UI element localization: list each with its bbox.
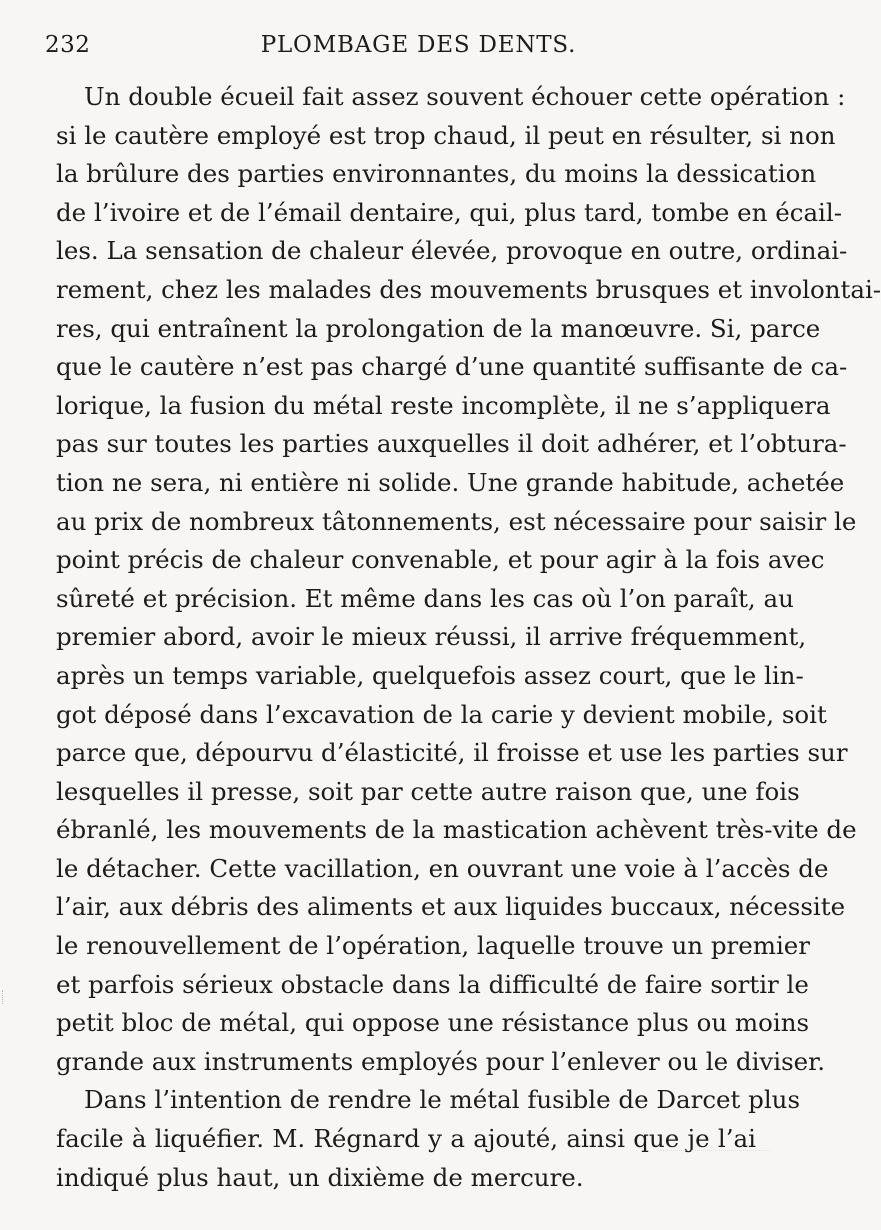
text-line: grande aux instruments employés pour l’enlever ou le diviser. <box>56 1046 825 1076</box>
text-line: res, qui entraînent la prolongation de la manœuvre. Si, parce <box>56 313 821 343</box>
text-line: si le cautère employé est trop chaud, il peut en résulter, si non <box>56 120 836 150</box>
text-line: la brûlure des parties environnantes, du moins la dessication <box>56 159 817 189</box>
text-line: au prix de nombreux tâtonnements, est nécessaire pour saisir le <box>56 506 857 536</box>
text-line: les. La sensation de chaleur élevée, provoque en outre, ordinai- <box>56 236 848 266</box>
text-line: Un double écueil fait assez souvent échouer cette opération : <box>84 82 846 111</box>
text-line: l’air, aux débris des aliments et aux liquides buccaux, nécessite <box>56 892 846 922</box>
page-number: 232 <box>45 32 91 58</box>
running-head <box>45 32 752 68</box>
text-line: le détacher. Cette vacillation, en ouvrant une voie à l’accès de <box>56 853 829 883</box>
text-line: Dans l’intention de rendre le métal fusible de Darcet plus <box>84 1085 801 1115</box>
text-line: premier abord, avoir le mieux réussi, il arrive fréquemment, <box>56 622 807 652</box>
body-text <box>56 78 881 1197</box>
text-line: petit bloc de métal, qui oppose une résistance plus ou moins <box>56 1008 810 1038</box>
text-line: le renouvellement de l’opération, laquelle trouve un premier <box>56 931 811 961</box>
text-line: parce que, dépourvu d’élasticité, il froisse et use les parties sur <box>56 738 848 768</box>
text-line: sûreté et précision. Et même dans les cas où l’on paraît, au <box>56 583 794 613</box>
text-line: facile à liquéfier. M. Régnard y a ajouté, ainsi que je l’ai <box>56 1124 756 1154</box>
gutter-mark <box>2 990 9 1004</box>
text-line: rement, chez les malades des mouvements brusques et involontai- <box>56 274 881 304</box>
text-line: et parfois sérieux obstacle dans la difficulté de faire sortir le <box>56 969 809 999</box>
text-line: pas sur toutes les parties auxquelles il doit adhérer, et l’obtura- <box>56 429 847 459</box>
text-line: got déposé dans l’excavation de la carie y devient mobile, soit <box>56 699 827 729</box>
text-line: de l’ivoire et de l’émail dentaire, qui, plus tard, tombe en écail- <box>56 197 843 227</box>
text-line: que le cautère n’est pas chargé d’une quantité suffisante de ca- <box>56 352 848 382</box>
text-line: indiqué plus haut, un dixième de mercure. <box>56 1162 584 1192</box>
text-line: point précis de chaleur convenable, et pour agir à la fois avec <box>56 545 825 575</box>
text-line: ébranlé, les mouvements de la mastication achèvent très-vite de <box>56 815 857 845</box>
running-title: PLOMBAGE DES DENTS. <box>260 32 577 58</box>
text-line: lorique, la fusion du métal reste incomplète, il ne s’appliquera <box>56 390 831 420</box>
text-line: après un temps variable, quelquefois assez court, que le lin- <box>56 660 804 690</box>
text-line: lesquelles il presse, soit par cette autre raison que, une fois <box>56 776 800 806</box>
bleed-through-mark <box>660 1150 770 1169</box>
text-line: tion ne sera, ni entière ni solide. Une grande habitude, achetée <box>56 467 845 497</box>
